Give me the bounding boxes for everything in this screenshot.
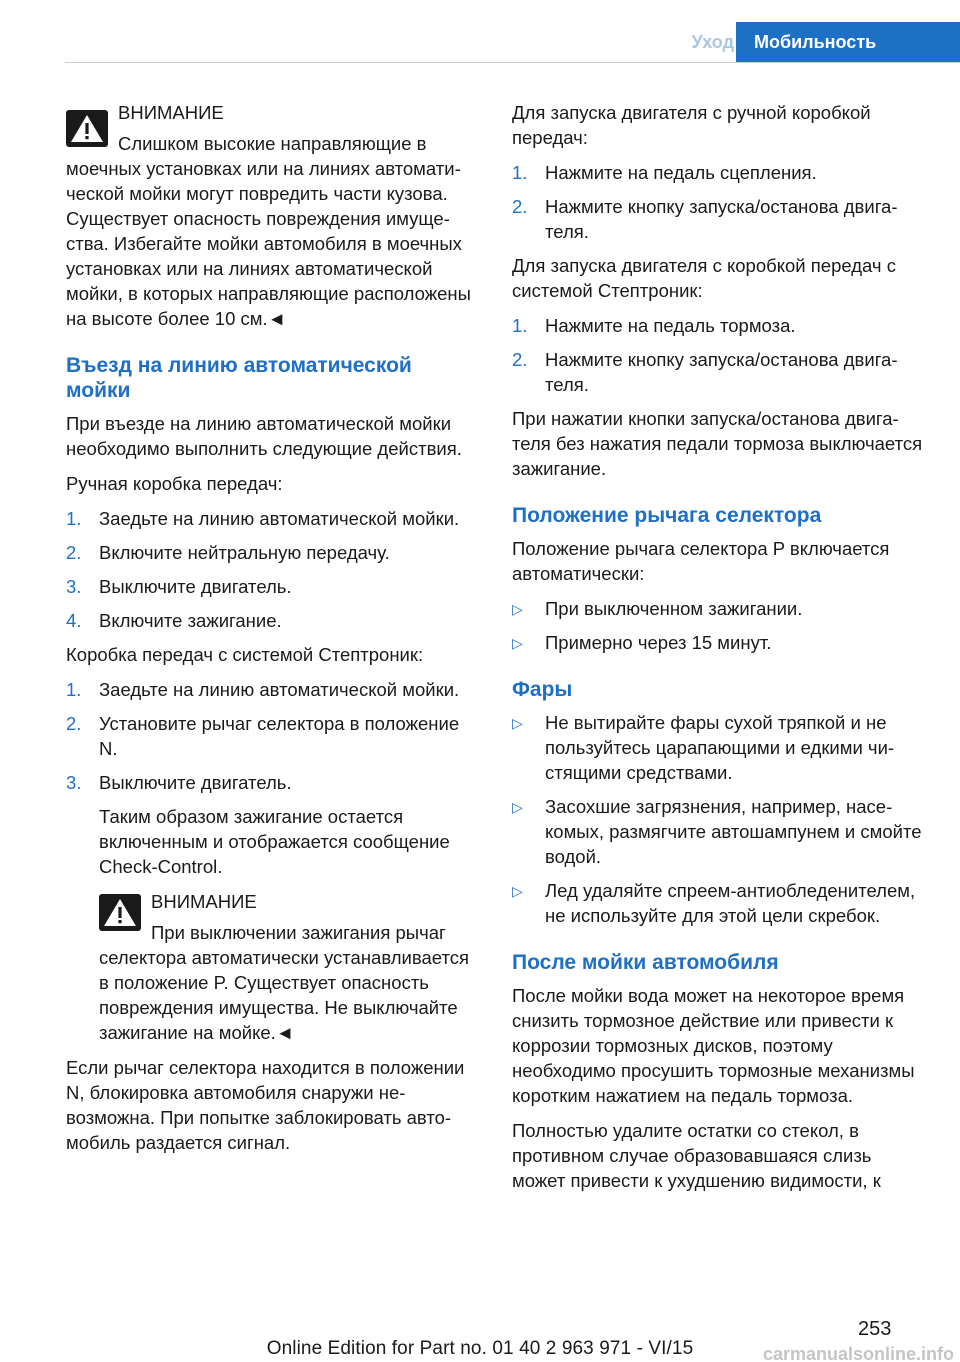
paragraph: Если рычаг селектора находится в положении N, блокировка автомобиля снаружи невозможна. При попытке заблокировать автомобиль раздается сигнал. (66, 1057, 465, 1153)
list-number: 1. (512, 315, 528, 336)
list-item-text: При выключенном зажигании. (545, 598, 803, 619)
warning-text: селектора автоматически устанавливается в положение P. Существует опасность повреждения имущества. Не выключайте зажигание на мойке.◄ (99, 947, 469, 1043)
paragraph: После мойки вода может на некоторое время снизить тормозное действие или привести к коррозии тормозных дисков, поэтому необходимо просушить тормозные механизмы коротким нажатием на педаль тормоза. (512, 985, 915, 1106)
list-item (66, 506, 478, 531)
steptronic-start-steps (512, 313, 926, 397)
list-number: 2. (66, 542, 82, 563)
page-header (0, 22, 960, 62)
tab-mobility[interactable]: Мобильность (736, 22, 960, 62)
edition-footer: Online Edition for Part no. 01 40 2 963 971 - VI/15 (266, 1338, 694, 1359)
paragraph: Полностью удалите остатки со стекол, в противном случае образовавшаяся слизь может привести к ухудшению видимости, к (512, 1120, 881, 1191)
list-item (512, 313, 926, 338)
triangle-bullet-icon: ▷ (512, 883, 523, 899)
list-item-text: Примерно через 15 минут. (545, 632, 772, 653)
warning-block (66, 100, 478, 331)
section-heading-selector-position: Положение рычага селектора (512, 504, 822, 527)
list-item (512, 878, 926, 928)
list-item-text: Включите зажигание. (99, 610, 282, 631)
list-item-text: Нажмите на педаль сцепления. (545, 162, 817, 183)
paragraph: При нажатии кнопки запуска/останова двигателя без нажатия педали тормоза выключается зажигание. (512, 408, 923, 479)
list-item (66, 574, 478, 599)
warning-text: моечных установках или на линиях автоматической мойки могут повредить части кузова. Существует опасность повреждения имущества. Избегайте мойки автомобиля в моечных установках или на линиях автоматической мойки, в которых направляющие расположены на высоте более 10 см.◄ (66, 158, 471, 329)
warning-title: ВНИМАНИЕ (118, 102, 224, 123)
list-item-text: Заедьте на линию автоматической мойки. (99, 679, 460, 700)
list-item (512, 160, 926, 185)
header-divider (65, 62, 960, 63)
warning-block-nested (99, 889, 478, 1045)
list-number: 3. (66, 772, 82, 793)
list-number: 1. (66, 679, 82, 700)
triangle-bullet-icon: ▷ (512, 715, 523, 731)
list-item (66, 677, 478, 702)
page-number: 253 (858, 1318, 892, 1340)
list-item-text: Не вытирайте фары сухой тряпкой и не пользуйтесь царапающими и едкими чистящими средствами. (545, 712, 895, 783)
triangle-bullet-icon: ▷ (512, 635, 523, 651)
headlight-bullets (512, 710, 926, 928)
section-heading-headlights: Фары (512, 678, 573, 701)
warning-text-first-line: Слишком высокие направляющие в (118, 133, 427, 154)
right-column (512, 100, 926, 1203)
list-item (66, 711, 478, 761)
list-item-text: Лед удаляйте спреем-антиобледенителем, не используйте для этой цели скребок. (545, 880, 916, 926)
list-item-text: Выключите двигатель. (99, 576, 292, 597)
list-item (512, 630, 926, 655)
list-number: 2. (66, 713, 82, 734)
list-item (512, 194, 926, 244)
list-item-subtext: Таким образом зажигание остается включенным и отображается сообщение Check-Control. (99, 806, 450, 877)
list-item-text: Заедьте на линию автоматической мойки. (99, 508, 460, 529)
left-column (66, 100, 478, 1165)
list-number: 1. (66, 508, 82, 529)
paragraph: Ручная коробка передач: (66, 473, 283, 494)
list-number: 1. (512, 162, 528, 183)
section-heading-after-wash: После мойки автомобиля (512, 951, 779, 974)
list-item-text: Нажмите кнопку запуска/останова двигателя. (545, 196, 898, 242)
list-item (512, 794, 926, 869)
paragraph: Для запуска двигателя с коробкой передач с системой Стептроник: (512, 255, 896, 301)
manual-start-steps (512, 160, 926, 244)
list-number: 2. (512, 196, 528, 217)
list-item-text: Выключите двигатель. (99, 772, 292, 793)
warning-text-first-line: При выключении зажигания рычаг (151, 922, 446, 943)
warning-triangle-icon (99, 894, 141, 931)
list-item-text: Засохшие загрязнения, например, насекомых, размягчите автошампунем и смойте водой. (545, 796, 922, 867)
triangle-bullet-icon: ▷ (512, 799, 523, 815)
paragraph: При въезде на линию автоматической мойки необходимо выполнить следующие действия. (66, 413, 462, 459)
warning-triangle-icon (66, 110, 108, 147)
list-item (66, 770, 478, 879)
list-item (512, 596, 926, 621)
list-number: 2. (512, 349, 528, 370)
list-number: 3. (66, 576, 82, 597)
list-item-text: Нажмите кнопку запуска/останова двигателя. (545, 349, 898, 395)
selector-bullets (512, 596, 926, 655)
list-item-text: Установите рычаг селектора в положение N. (99, 713, 460, 759)
list-item (66, 540, 478, 565)
list-item (66, 608, 478, 633)
list-item-text: Нажмите на педаль тормоза. (545, 315, 796, 336)
manual-gearbox-steps (66, 506, 478, 633)
list-item (512, 347, 926, 397)
section-heading-car-wash-entry: Въезд на линию автоматической мойки (66, 354, 412, 402)
paragraph: Коробка передач с системой Стептроник: (66, 644, 424, 665)
list-item (512, 710, 926, 785)
steptronic-steps (66, 677, 478, 879)
triangle-bullet-icon: ▷ (512, 601, 523, 617)
paragraph: Положение рычага селектора P включается автоматически: (512, 538, 890, 584)
list-item-text: Включите нейтральную передачу. (99, 542, 390, 563)
watermark: carmanualsonline.info (762, 1344, 954, 1362)
list-number: 4. (66, 610, 82, 631)
tab-care[interactable]: Уход (691, 32, 734, 52)
paragraph: Для запуска двигателя с ручной коробкой передач: (512, 102, 871, 148)
warning-title: ВНИМАНИЕ (151, 891, 257, 912)
